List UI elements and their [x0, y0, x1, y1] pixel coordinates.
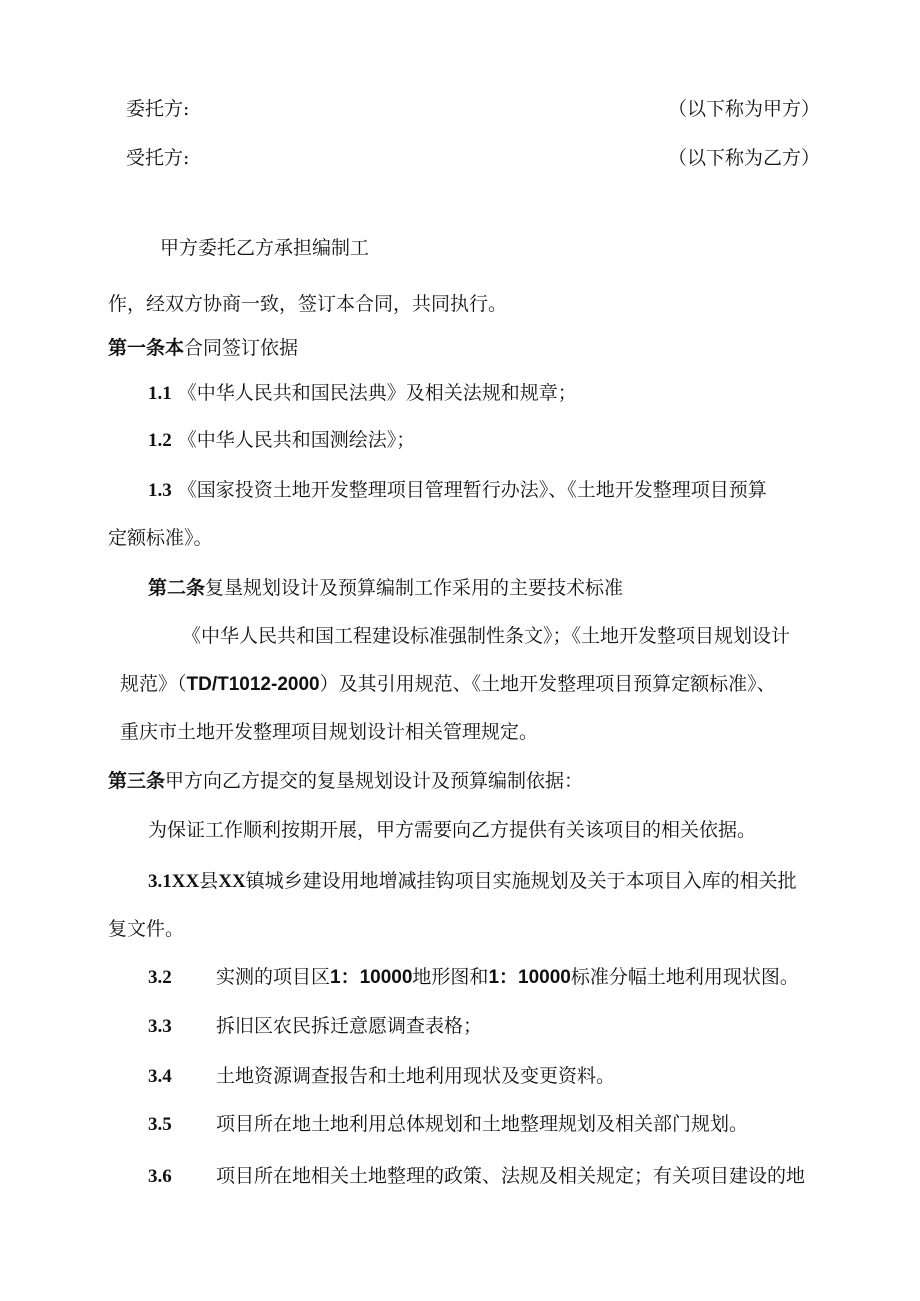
item-number: 3.6: [148, 1166, 172, 1187]
article-2-body-line-3: 重庆市土地开发整理项目规划设计相关管理规定。: [120, 721, 539, 743]
item-number: 3.2: [148, 967, 172, 988]
article-3-item-2-text: [216, 965, 799, 990]
standard-code: TD/T1012-2000: [186, 674, 320, 695]
client-note: （以下称为甲方）: [667, 98, 820, 120]
article-3-item-2-number: [148, 965, 172, 990]
article-3-intro: 为保证工作顺利按期开展，甲方需要向乙方提供有关该项目的相关依据。: [148, 819, 757, 841]
text-part: ）及其引用规范、《土地开发整理项目预算定额标准》、: [319, 673, 776, 695]
text-part: 规范》（: [120, 673, 187, 695]
article-3-heading-rest: 甲方向乙方提交的复垦规划设计及预算编制依据：: [165, 770, 584, 792]
map-scale: 1：10000: [488, 967, 571, 988]
article-2-body-line-1: 《中华人民共和国工程建设标准强制性条文》；《土地开发整项目规划设计: [182, 625, 791, 647]
placeholder-county: XX: [171, 871, 200, 892]
item-text: 《中华人民共和国测绘法》；: [177, 429, 416, 451]
article-3-item-3-text: 拆旧区农民拆迁意愿调查表格；: [216, 1015, 483, 1037]
article-1-heading-rest: 合同签订依据: [184, 337, 299, 359]
item-text: 《国家投资土地开发整理项目管理暂行办法》、《土地开发整理项目预算: [177, 479, 767, 501]
item-number: 1.3: [148, 480, 172, 501]
article-2-heading-bold: 第二条: [148, 577, 206, 599]
article-2-heading-rest: 复垦规划设计及预算编制工作采用的主要技术标准: [205, 577, 624, 599]
text-part: 实测的项目区: [216, 966, 331, 988]
article-3-item-4-number: [148, 1064, 172, 1089]
article-3-item-3-number: [148, 1014, 172, 1039]
text-part: 地形图和: [412, 966, 489, 988]
article-3-item-1: [148, 869, 797, 894]
article-3-item-5-text: 项目所在地土地利用总体规划和土地整理规划及相关部门规划。: [216, 1113, 749, 1135]
map-scale: 1：10000: [330, 967, 413, 988]
item-text: 《中华人民共和国民法典》及相关法规和规章；: [177, 382, 577, 404]
article-1-item-3-cont: 定额标准》。: [108, 527, 213, 549]
item-number: 1.1: [148, 383, 172, 404]
article-3-item-4-text: 土地资源调查报告和土地利用现状及变更资料。: [216, 1065, 616, 1087]
article-2-body-line-2: [120, 672, 776, 697]
intro-line-1: 甲方委托乙方承担编制工: [160, 237, 370, 259]
article-3-heading-bold: 第三条: [108, 770, 166, 792]
item-number: 3.5: [148, 1114, 172, 1135]
article-3-item-6-text: 项目所在地相关土地整理的政策、法规及相关规定；有关项目建设的地: [216, 1165, 806, 1187]
article-1-heading-bold: 第一条本: [108, 337, 185, 359]
text-part: 标准分幅土地利用现状图。: [570, 966, 799, 988]
item-number: 3.4: [148, 1066, 172, 1087]
article-3-heading: [108, 769, 583, 793]
article-1-item-3: [148, 478, 767, 503]
contractor-note: （以下称为乙方）: [667, 147, 820, 169]
article-3-item-6-number: [148, 1164, 172, 1189]
placeholder-town: XX: [218, 871, 246, 892]
text-part: 县: [199, 870, 219, 892]
item-number: 1.2: [148, 430, 172, 451]
article-2-heading: [148, 576, 623, 600]
item-number: 3.1: [148, 871, 172, 892]
article-3-item-1-cont: 复文件。: [108, 918, 185, 940]
article-1-item-2: [148, 428, 415, 453]
article-1-item-1: [148, 381, 577, 406]
text-part: 镇城乡建设用地增减挂钩项目实施规划及关于本项目入库的相关批: [245, 870, 797, 892]
intro-line-2: 作，经双方协商一致，签订本合同，共同执行。: [108, 293, 508, 315]
client-label: 委托方:: [126, 98, 190, 120]
contractor-label: 受托方:: [126, 147, 190, 169]
article-3-item-5-number: [148, 1112, 172, 1137]
item-number: 3.3: [148, 1016, 172, 1037]
article-1-heading: [108, 336, 298, 360]
